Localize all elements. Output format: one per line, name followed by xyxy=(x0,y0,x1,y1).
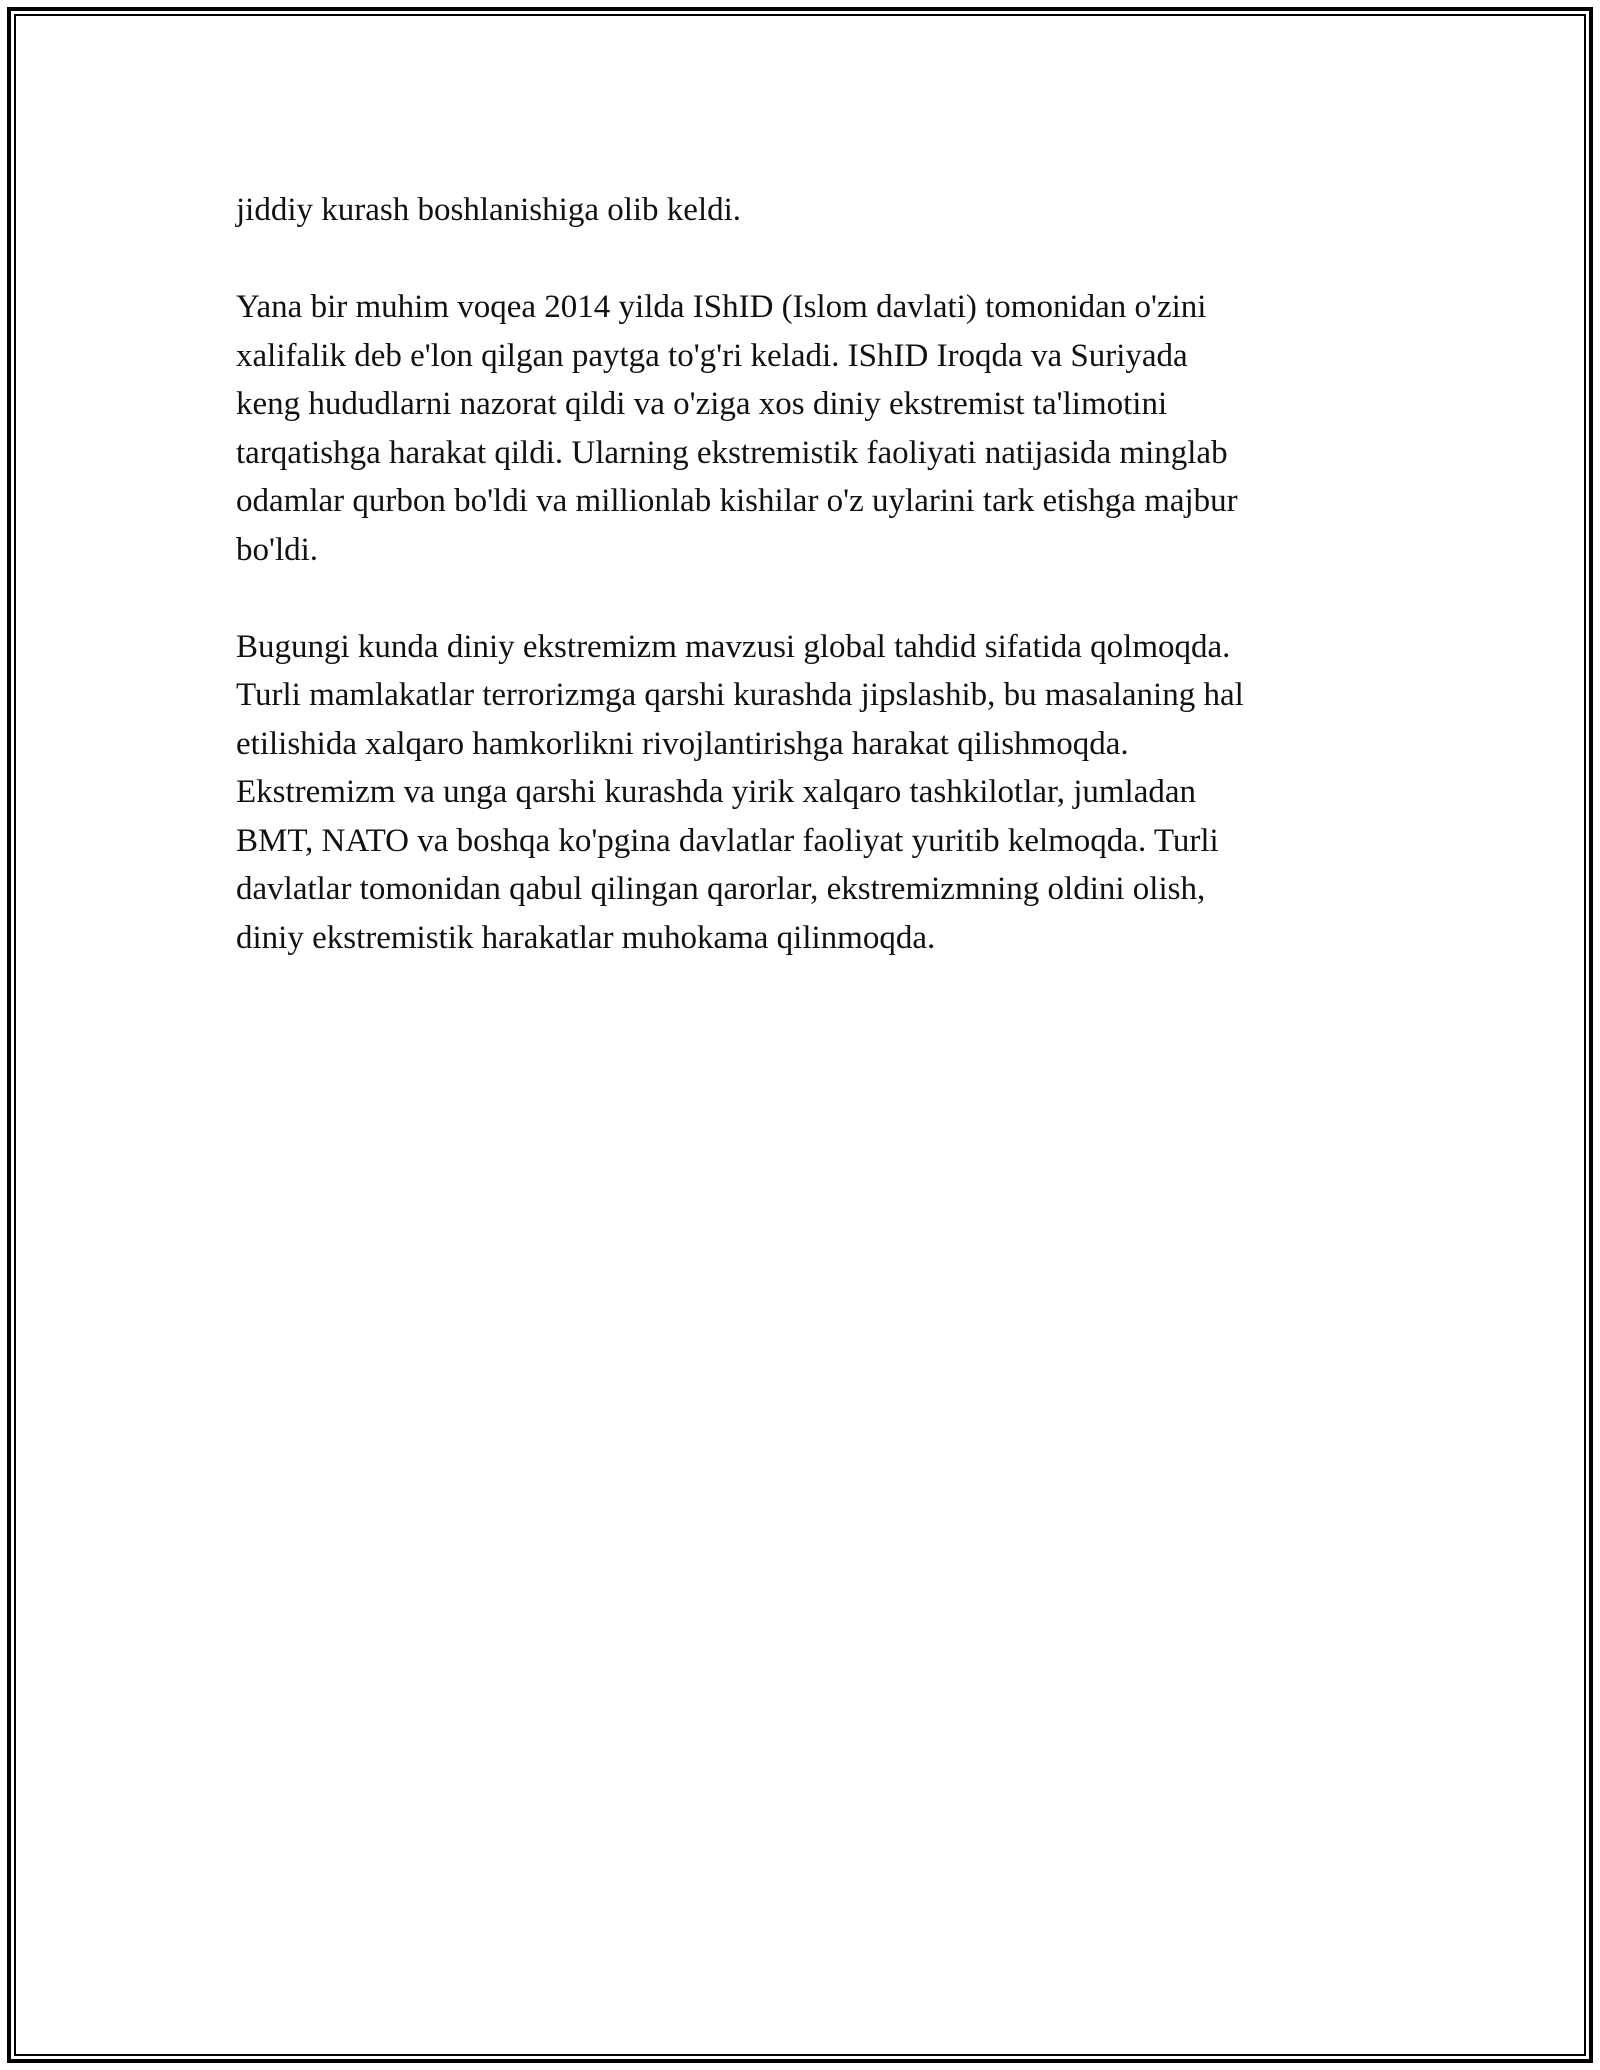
text-line: jiddiy kurash boshlanishiga olib keldi. xyxy=(236,192,742,228)
text-line: xalifalik deb e'lon qilgan paytga to'g'ri keladi. IShID Iroqda va Suriyada xyxy=(236,337,1188,374)
text-line: Yana bir muhim voqea 2014 yilda IShID (Islom davlati) tomonidan o'zini xyxy=(236,289,1207,325)
paragraph-2 xyxy=(236,283,1376,574)
text-line: diniy ekstremistik harakatlar muhokama qilinmoqda. xyxy=(236,919,936,956)
text-line: tarqatishga harakat qildi. Ularning ekstremistik faoliyati natijasida minglab xyxy=(236,434,1228,471)
text-line: keng hududlarni nazorat qildi va o'ziga xos diniy ekstremist ta'limotini xyxy=(236,386,1168,422)
text-line: davlatlar tomonidan qabul qilingan qarorlar, ekstremizmning oldini olish, xyxy=(236,871,1206,907)
text-line: etilishida xalqaro hamkorlikni rivojlantirishga harakat qilishmoqda. xyxy=(236,725,1129,762)
document-body xyxy=(236,186,1376,1011)
text-line: Turli mamlakatlar terrorizmga qarshi kurashda jipslashib, bu masalaning hal xyxy=(236,677,1244,713)
text-line: Ekstremizm va unga qarshi kurashda yirik xalqaro tashkilotlar, jumladan xyxy=(236,774,1196,810)
paragraph-3 xyxy=(236,623,1376,963)
text-line: BMT, NATO va boshqa ko'pgina davlatlar faoliyat yuritib kelmoqda. Turli xyxy=(236,822,1219,859)
text-line: bo'ldi. xyxy=(236,531,319,568)
text-line: odamlar qurbon bo'ldi va millionlab kishilar o'z uylarini tark etishga majbur xyxy=(236,483,1238,519)
text-line: Bugungi kunda diniy ekstremizm mavzusi global tahdid sifatida qolmoqda. xyxy=(236,628,1231,665)
paragraph-1 xyxy=(236,186,1376,235)
